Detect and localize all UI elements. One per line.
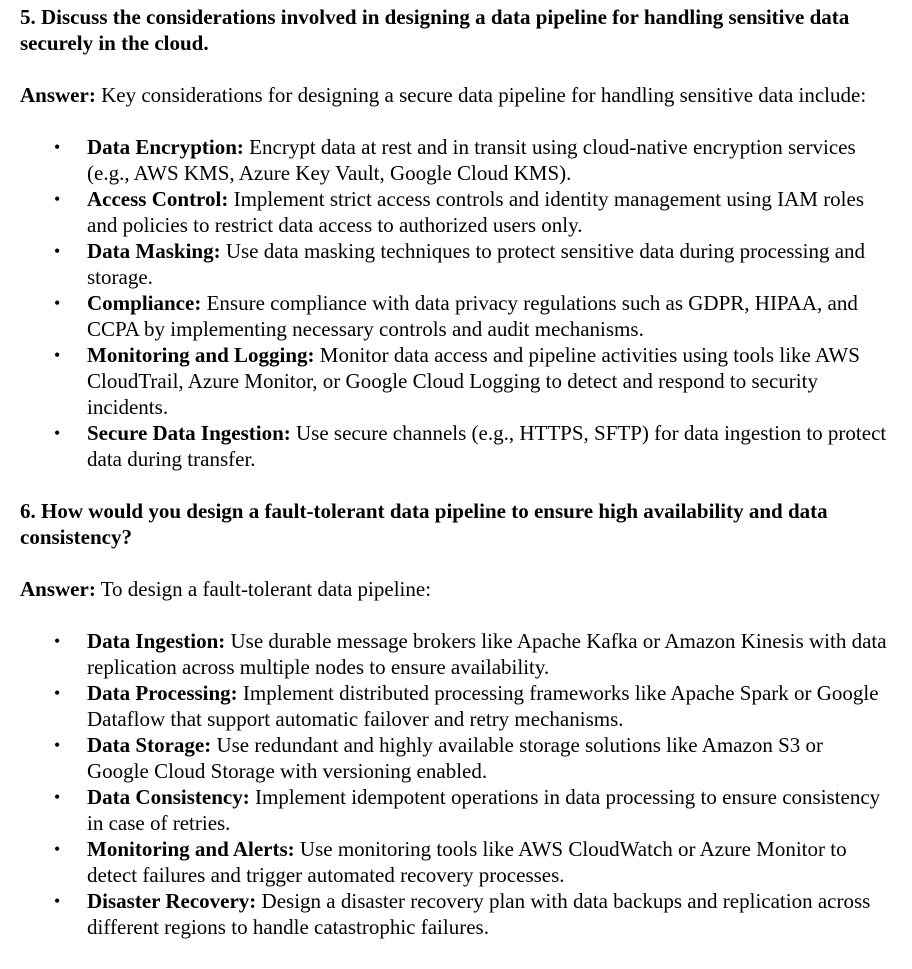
bullet-icon: •	[54, 345, 61, 365]
bullet-list	[20, 134, 912, 472]
item-text: Design a disaster recovery plan with data backups and replication across different regions to handle catastrophic failures.	[87, 889, 871, 939]
bullet-icon: •	[54, 241, 61, 261]
list-item	[20, 290, 887, 342]
bullet-list	[20, 628, 912, 940]
bullet-icon: •	[54, 735, 61, 755]
item-text: Use durable message brokers like Apache Kafka or Amazon Kinesis with data replication across multiple nodes to ensure availability.	[87, 629, 887, 679]
item-text: Ensure compliance with data privacy regulations such as GDPR, HIPAA, and CCPA by implementing necessary controls and audit mechanisms.	[87, 291, 858, 341]
list-item	[20, 888, 887, 940]
item-text: Use secure channels (e.g., HTTPS, SFTP) for data ingestion to protect data during transfer.	[87, 421, 887, 471]
list-item	[20, 680, 887, 732]
question-section-5	[20, 4, 912, 472]
item-text: Use data masking techniques to protect sensitive data during processing and storage.	[87, 239, 866, 289]
item-text: Monitor data access and pipeline activities using tools like AWS CloudTrail, Azure Monitor, or Google Cloud Logging to detect and respond to security incidents.	[87, 343, 860, 419]
bullet-icon: •	[54, 891, 61, 911]
question-section-6	[20, 498, 912, 940]
item-term: Secure Data Ingestion:	[87, 421, 291, 445]
list-item	[20, 238, 887, 290]
list-item	[20, 342, 887, 420]
item-term: Data Ingestion:	[87, 629, 226, 653]
item-term: Data Consistency:	[87, 785, 250, 809]
item-term: Compliance:	[87, 291, 202, 315]
item-term: Disaster Recovery:	[87, 889, 257, 913]
item-term: Monitoring and Alerts:	[87, 837, 295, 861]
item-term: Data Processing:	[87, 681, 238, 705]
list-item	[20, 836, 887, 888]
bullet-icon: •	[54, 189, 61, 209]
list-item	[20, 134, 887, 186]
list-item	[20, 732, 887, 784]
list-item	[20, 784, 887, 836]
item-term: Data Encryption:	[87, 135, 244, 159]
bullet-icon: •	[54, 787, 61, 807]
question-heading: 5. Discuss the considerations involved in designing a data pipeline for handling sensitive data securely in the cloud.	[20, 5, 850, 55]
answer-text: Key considerations for designing a secure data pipeline for handling sensitive data include:	[95, 83, 867, 107]
item-term: Data Storage:	[87, 733, 212, 757]
answer-intro	[20, 82, 890, 108]
bullet-icon: •	[54, 683, 61, 703]
item-text: Use monitoring tools like AWS CloudWatch or Azure Monitor to detect failures and trigger automated recovery processes.	[87, 837, 847, 887]
item-text: Implement idempotent operations in data processing to ensure consistency in case of retries.	[87, 785, 881, 835]
answer-label: Answer:	[20, 83, 96, 107]
item-text: Implement strict access controls and identity management using IAM roles and policies to restrict data access to authorized users only.	[87, 187, 865, 237]
question-heading: 6. How would you design a fault-tolerant data pipeline to ensure high availability and data consistency?	[20, 499, 828, 549]
item-text: Implement distributed processing frameworks like Apache Spark or Google Dataflow that support automatic failover and retry mechanisms.	[87, 681, 879, 731]
item-term: Access Control:	[87, 187, 229, 211]
bullet-icon: •	[54, 423, 61, 443]
list-item	[20, 186, 887, 238]
item-term: Monitoring and Logging:	[87, 343, 315, 367]
list-item	[20, 420, 887, 472]
bullet-icon: •	[54, 839, 61, 859]
item-term: Data Masking:	[87, 239, 221, 263]
item-text: Encrypt data at rest and in transit using cloud-native encryption services (e.g., AWS KMS, Azure Key Vault, Google Cloud KMS).	[87, 135, 856, 185]
answer-label: Answer:	[20, 577, 96, 601]
answer-text: To design a fault-tolerant data pipeline:	[95, 577, 432, 601]
bullet-icon: •	[54, 631, 61, 651]
bullet-icon: •	[54, 293, 61, 313]
item-text: Use redundant and highly available storage solutions like Amazon S3 or Google Cloud Storage with versioning enabled.	[87, 733, 824, 783]
list-item	[20, 628, 887, 680]
bullet-icon: •	[54, 137, 61, 157]
answer-intro	[20, 576, 890, 602]
